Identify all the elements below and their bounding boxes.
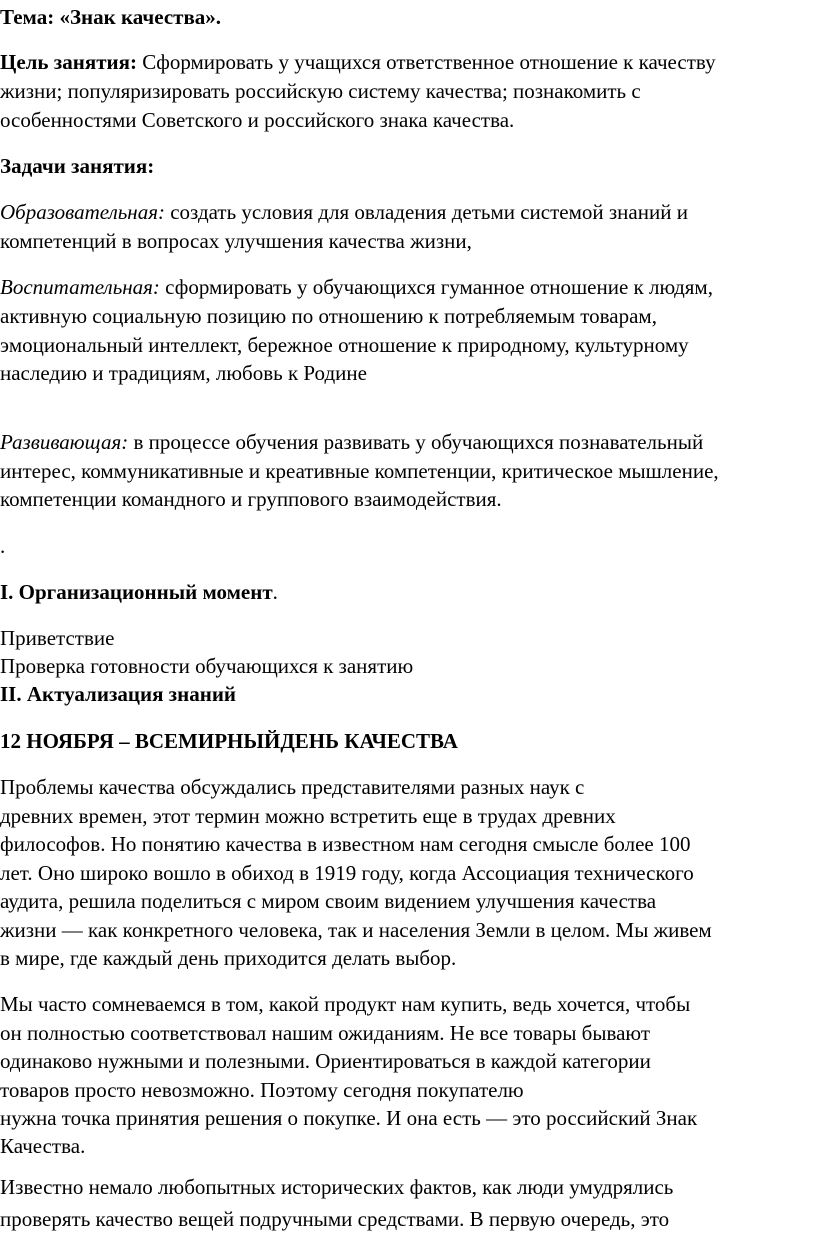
goal-line-1: [0, 49, 716, 76]
upbringing-label: Воспитательная:: [0, 275, 160, 299]
upbringing-line-3: эмоциональный интеллект, бережное отношение к природному, культурному: [0, 333, 689, 357]
paragraph1-line-5: аудита, решила поделиться с миром своим видением улучшения качества: [0, 889, 657, 913]
paragraph1-line-6: жизни — как конкретного человека, так и населения Земли в целом. Мы живем: [0, 918, 712, 942]
greeting: Приветствие: [0, 626, 115, 650]
developing-line-2: интерес, коммуникативные и креативные компетенции, критическое мышление,: [0, 459, 719, 483]
goal-line-3: особенностями Советского и российского знака качества.: [0, 108, 515, 132]
paragraph1-line-3: философов. Но понятию качества в известном нам сегодня смысле более 100: [0, 832, 691, 856]
big-heading: 12 НОЯБРЯ – ВСЕМИРНЫЙДЕНЬ КАЧЕСТВА: [0, 729, 458, 753]
paragraph2-line-2: он полностью соответствовал нашим ожиданиям. Не все товары бывают: [0, 1021, 651, 1045]
upbringing-text: сформировать у обучающихся гуманное отношение к людям,: [165, 275, 713, 299]
section1-period: .: [272, 580, 278, 604]
topic-label: Тема:: [0, 5, 55, 29]
developing-text: в процессе обучения развивать у обучающихся познавательный: [133, 430, 704, 454]
paragraph2-line-6: Качества.: [0, 1134, 86, 1158]
upbringing-line-2: активную социальную позицию по отношению к потребляемым товарам,: [0, 304, 657, 328]
section2-heading: II. Актуализация знаний: [0, 682, 237, 706]
educational-text: создать условия для овладения детьми системой знаний и: [170, 200, 688, 224]
section1-line: [0, 579, 278, 606]
educational-line-2: компетенций в вопросах улучшения качества жизни,: [0, 229, 472, 253]
upbringing-line-1: [0, 274, 713, 301]
goal-text: Сформировать у учащихся ответственное отношение к качеству: [142, 50, 716, 74]
paragraph2-line-3: одинаково нужными и полезными. Ориентироваться в каждой категории: [0, 1049, 651, 1073]
developing-label: Развивающая:: [0, 430, 129, 454]
paragraph2-line-1: Мы часто сомневаемся в том, какой продукт нам купить, ведь хочется, чтобы: [0, 992, 691, 1016]
paragraph1-line-1: Проблемы качества обсуждались представителями разных наук с: [0, 775, 585, 799]
topic-line: [0, 4, 221, 31]
upbringing-line-4: наследию и традициям, любовь к Родине: [0, 361, 367, 385]
paragraph2-line-4: товаров просто невозможно. Поэтому сегодня покупателю: [0, 1078, 524, 1102]
goal-label: Цель занятия:: [0, 50, 137, 74]
stray-dot: .: [0, 534, 6, 558]
paragraph3-line-2: проверять качество вещей подручными средствами. В первую очередь, это: [0, 1207, 670, 1231]
paragraph2-line-5: нужна точка принятия решения о покупке. И она есть — это российский Знак: [0, 1106, 698, 1130]
paragraph1-line-2: древних времен, этот термин можно встретить еще в трудах древних: [0, 804, 616, 828]
educational-line-1: [0, 199, 688, 226]
developing-line-1: [0, 429, 703, 456]
paragraph1-line-4: лет. Оно широко вошло в обиход в 1919 году, когда Ассоциация технического: [0, 861, 694, 885]
readiness-check: Проверка готовности обучающихся к занятию: [0, 654, 414, 678]
section1-heading: I. Организационный момент: [0, 580, 273, 604]
goal-line-2: жизни; популяризировать российскую систему качества; познакомить с: [0, 79, 641, 103]
paragraph3-line-1: Известно немало любопытных исторических фактов, как люди умудрялись: [0, 1175, 674, 1199]
tasks-heading: Задачи занятия:: [0, 154, 155, 178]
paragraph1-line-7: в мире, где каждый день приходится делать выбор.: [0, 946, 457, 970]
educational-label: Образовательная:: [0, 200, 165, 224]
developing-line-3: компетенции командного и группового взаимодействия.: [0, 487, 502, 511]
topic-value: «Знак качества».: [59, 5, 222, 29]
